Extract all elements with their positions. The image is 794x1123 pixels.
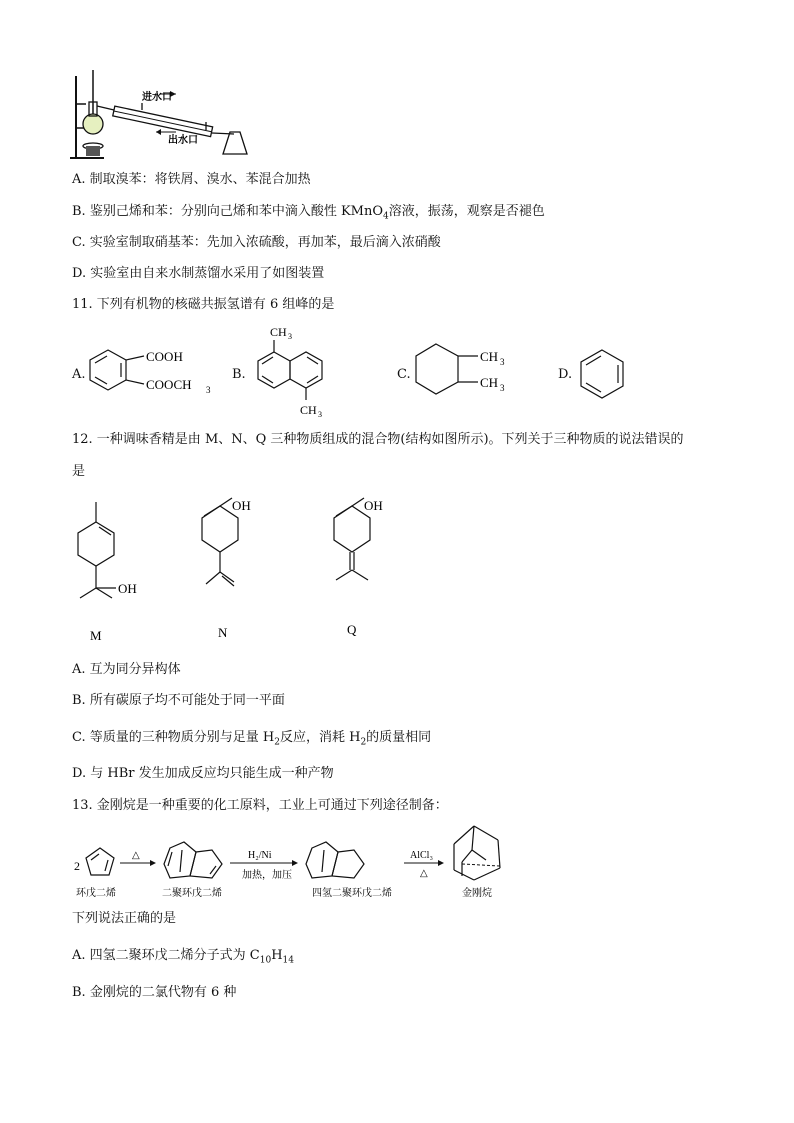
q13-coefficient: 2	[74, 859, 80, 873]
q11-b-ch-top: CH	[270, 325, 287, 339]
q11-c-sub-bottom: 3	[500, 383, 505, 393]
water-outlet-label: 出水口	[168, 135, 198, 146]
q10-option-c: C. 实验室制取硝基苯：先加入浓硫酸，再加苯，最后滴入浓硝酸	[72, 235, 441, 250]
q11-c-ch-bottom: CH	[480, 375, 499, 390]
q13-option-a	[72, 947, 294, 970]
q12-stem-line2: 是	[72, 464, 86, 479]
water-inlet-label: 进水口	[142, 92, 172, 103]
q11-b-sub-top: 3	[288, 332, 292, 341]
q13-name-cyclopentadiene: 环戊二烯	[76, 888, 116, 899]
q13-option-a-sub1: 10	[259, 955, 272, 966]
q13-ask: 下列说法正确的是	[72, 911, 177, 926]
q12-option-a: A. 互为同分异构体	[72, 662, 181, 677]
q13-option-a-mid: H	[271, 948, 283, 963]
q12-m-label: M	[90, 628, 102, 643]
q12-structure-m	[66, 496, 156, 646]
q10-option-d: D. 实验室由自来水制蒸馏水采用了如图装置	[72, 266, 325, 281]
q11-c-structure	[414, 340, 514, 404]
q12-option-c-sub: 2	[274, 737, 280, 748]
q11-b-label: B.	[232, 367, 246, 382]
q12-option-c	[72, 729, 431, 752]
q11-d-structure	[576, 348, 628, 400]
q13-h2ni: H₂/Ni	[248, 850, 272, 861]
q13-name-tetrahydro: 四氢二聚环戊二烯	[312, 888, 392, 899]
q11-a-cooh: COOH	[146, 349, 183, 364]
q12-n-label: N	[218, 625, 228, 640]
q11-a-structure	[86, 342, 216, 402]
q13-delta-1: △	[132, 850, 140, 861]
q11-b-ch-bottom: CH	[300, 403, 317, 417]
q13-reaction-scheme	[70, 820, 510, 904]
q12-option-c-pre: C. 等质量的三种物质分别与足量 H	[72, 730, 275, 745]
q13-name-adamantane: 金刚烷	[462, 888, 492, 899]
q11-a-cooch: COOCH	[146, 377, 192, 392]
q12-structure-n	[190, 494, 280, 644]
q10-option-b-pre: B. 鉴别己烯和苯：分别向己烯和苯中滴入酸性 KMnO	[72, 204, 384, 219]
q13-stem: 13. 金刚烷是一种重要的化工原料，工业上可通过下列途径制备：	[72, 798, 448, 813]
q11-b-structure	[250, 320, 340, 422]
q12-option-c-mid: 反应，消耗 H	[279, 730, 361, 745]
q11-a-label: A.	[72, 367, 86, 382]
q10-option-b-sub: 4	[383, 211, 389, 222]
q10-option-a: A. 制取溴苯：将铁屑、溴水、苯混合加热	[72, 172, 311, 187]
q13-option-a-pre: A. 四氢二聚环戊二烯分子式为 C	[72, 948, 260, 963]
q12-m-oh: OH	[118, 581, 137, 596]
q12-q-oh: OH	[364, 498, 383, 513]
q12-stem-line1: 12. 一种调味香精是由 M、N、Q 三种物质组成的混合物(结构如图所示)。下列关于三种物质的说法错误的	[72, 432, 684, 447]
q11-c-label: C.	[397, 367, 411, 382]
q11-a-sub: 3	[206, 385, 211, 395]
q13-option-a-sub2: 14	[282, 955, 294, 966]
q10-option-b-post: 溶液，振荡，观察是否褪色	[388, 204, 545, 219]
q13-option-b: B. 金刚烷的二氯代物有 6 种	[72, 985, 237, 1000]
distillation-apparatus-figure	[64, 66, 254, 162]
q12-n-oh: OH	[232, 498, 251, 513]
q11-c-sub-top: 3	[500, 357, 505, 367]
q10-option-b	[72, 203, 545, 226]
q12-option-d: D. 与 HBr 发生加成反应均只能生成一种产物	[72, 766, 334, 781]
q12-q-label: Q	[347, 622, 357, 637]
q12-structure-q	[322, 494, 412, 644]
q13-name-dicyclopentadiene: 二聚环戊二烯	[162, 888, 222, 899]
q13-delta-2: △	[420, 868, 428, 879]
q11-d-label: D.	[558, 367, 573, 382]
q12-option-c-sub2: 2	[360, 737, 367, 748]
q11-c-ch-top: CH	[480, 349, 499, 364]
q13-conditions: 加热，加压	[242, 870, 292, 881]
q11-stem: 11. 下列有机物的核磁共振氢谱有 6 组峰的是	[72, 297, 335, 312]
q13-alcl3: AlCl₃	[410, 850, 433, 861]
q11-b-sub-bottom: 3	[318, 410, 322, 419]
q12-option-b: B. 所有碳原子均不可能处于同一平面	[72, 693, 285, 708]
q12-option-c-post: 的质量相同	[366, 730, 432, 745]
